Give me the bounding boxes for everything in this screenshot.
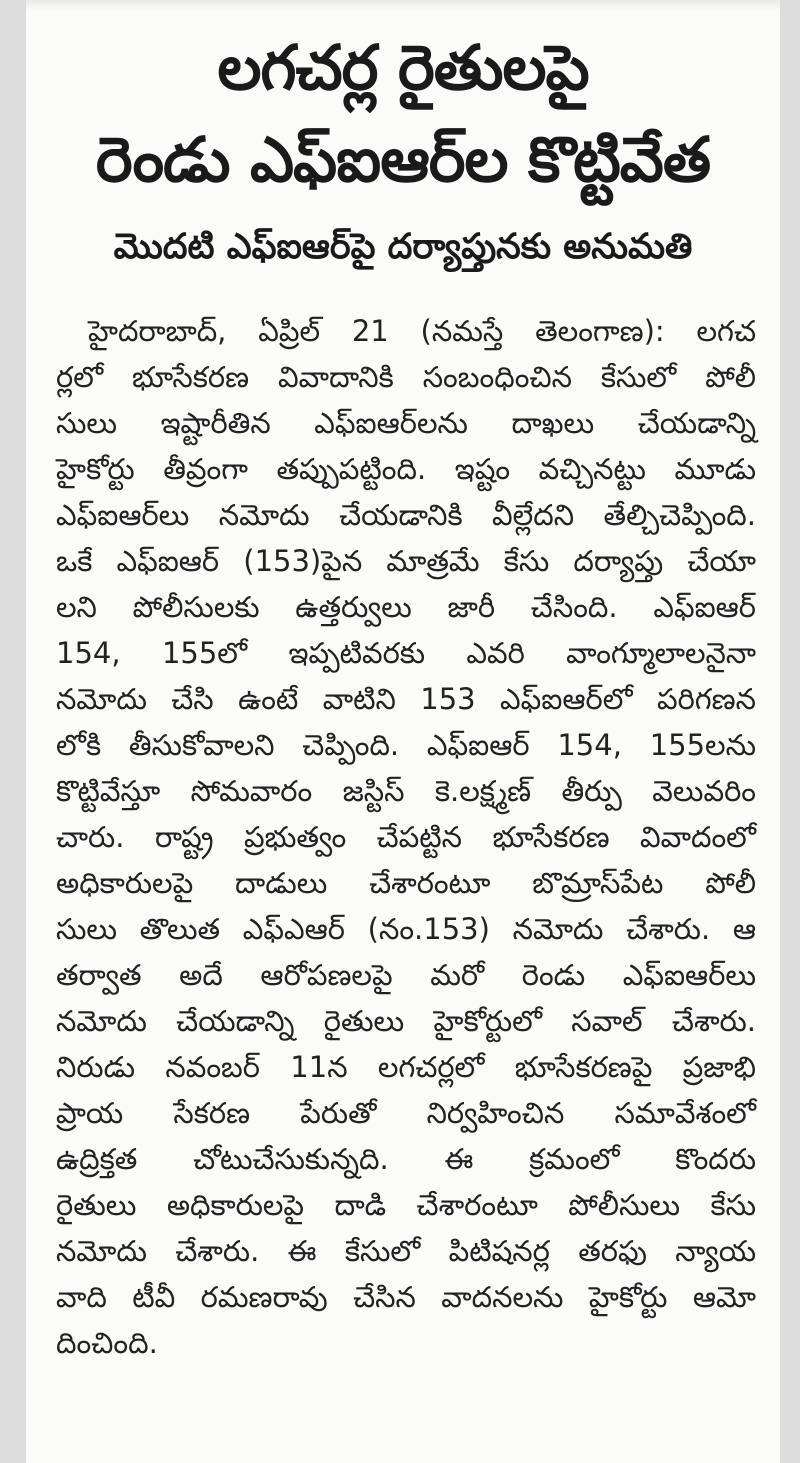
body-line: రైతులు అధికారులపై దాడి చేశారంటూ పోలీసులు కేసు — [56, 1188, 756, 1222]
body-line: అధికారులపై దాడులు చేశారంటూ బొమ్రాస్‌పేట పోలీ — [56, 866, 756, 900]
headline-line-2: రెండు ఎఫ్ఐఆర్‌ల కొట్టివేత — [95, 123, 711, 196]
headline-line-1: లగచర్ల రైతులపై — [217, 31, 589, 104]
body-line: నమోదు చేసి ఉంటే వాటిని 153 ఎఫ్ఐఆర్‌లో పరిగణన — [56, 682, 756, 716]
page-edge — [26, 0, 780, 10]
body-line: నమోదు చేయడాన్ని రైతులు హైకోర్టులో సవాల్ చేశారు. — [56, 1004, 756, 1038]
body-line: సులు ఇష్టారీతిన ఎఫ్ఐఆర్‌లను దాఖలు చేయడాన్ని — [56, 406, 756, 440]
body-line: సులు తొలుత ఎఫ్ఎఆర్ (నం.153) నమోదు చేశారు. ఆ — [56, 912, 756, 946]
subheadline: మొదటి ఎఫ్ఐఆర్‌పై దర్యాప్తునకు అనుమతి — [113, 227, 693, 267]
body-line: కొట్టివేస్తూ సోమవారం జస్టిస్ కె.లక్ష్మణ్ తీర్పు వెలువరిం — [56, 774, 756, 808]
body-line: లని పోలీసులకు ఉత్తర్వులు జారీ చేసింది. ఎఫ్ఐఆర్ — [56, 590, 756, 624]
body-line: తర్వాత అదే ఆరోపణలపై మరో రెండు ఎఫ్ఐఆర్‌లు — [56, 958, 756, 992]
news-clipping — [26, 0, 780, 1463]
body-line: హైదరాబాద్, ఏప్రిల్ 21 (నమస్తే తెలంగాణ): లగచ — [88, 314, 756, 348]
body-line: వాది టీవీ రమణరావు చేసిన వాదనలను హైకోర్టు ఆమో — [56, 1280, 756, 1314]
body-line: లోకి తీసుకోవాలని చెప్పింది. ఎఫ్ఐఆర్ 154, 155లను — [56, 728, 756, 762]
body-line: ఉద్రిక్తత చోటుచేసుకున్నది. ఈ క్రమంలో కొందరు — [56, 1142, 756, 1176]
body-line: నమోదు చేశారు. ఈ కేసులో పిటిషనర్ల తరఫు న్యాయ — [56, 1234, 756, 1268]
body-line: ర్లలో భూసేకరణ వివాదానికి సంబంధించిన కేసులో పోలీ — [56, 360, 756, 394]
body-line: చారు. రాష్ట్ర ప్రభుత్వం చేపట్టిన భూసేకరణ వివాదంలో — [56, 820, 756, 854]
body-line: ఎఫ్ఐఆర్‌లు నమోదు చేయడానికి వీల్లేదని తేల్చిచెప్పింది. — [56, 498, 756, 532]
body-line: నిరుడు నవంబర్ 11న లగచర్లలో భూసేకరణపై ప్రజాభి — [56, 1050, 756, 1084]
body-line: ప్రాయ సేకరణ పేరుతో నిర్వహించిన సమావేశంలో — [56, 1096, 756, 1130]
body-line: 154, 155లో ఇప్పటివరకు ఎవరి వాంగ్మూలాలనైనా — [56, 636, 756, 670]
body-line: హైకోర్టు తీవ్రంగా తప్పుపట్టింది. ఇష్టం వచ్చినట్టు మూడు — [56, 452, 756, 486]
body-line: దించింది. — [56, 1326, 158, 1360]
body-line: ఒకే ఎఫ్ఐఆర్ (153)పైన మాత్రమే కేసు దర్యాప్తు చేయా — [56, 544, 756, 578]
